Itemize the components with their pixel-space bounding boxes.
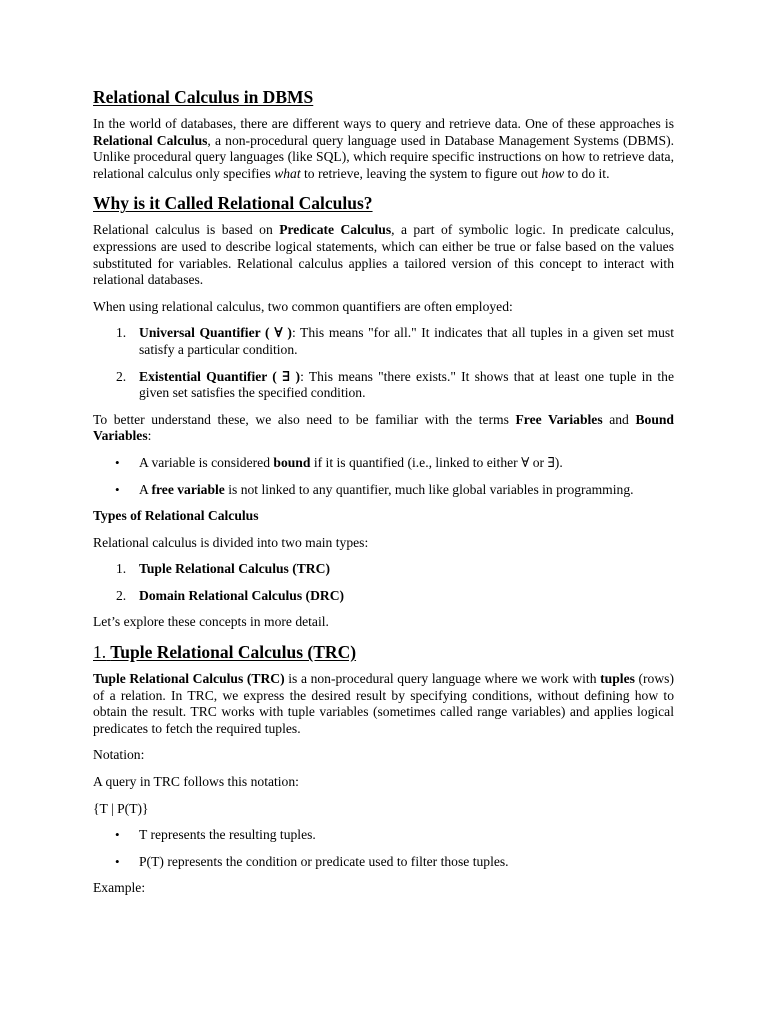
bullet-icon: • <box>115 481 120 497</box>
why-paragraph: Relational calculus is based on Predicate Calculus, a part of symbolic logic. In predicate calculus, expressions are used to describe logical statements, which can either be true or false based on the values substituted for variables. Relational calculus applies a tailored version of this concept to interact with relational databases. <box>93 222 674 288</box>
list-item: 1. Tuple Relational Calculus (TRC) <box>116 561 330 577</box>
bullet-icon: • <box>115 827 120 843</box>
document-body <box>93 86 674 907</box>
notation-list <box>93 827 674 870</box>
page-title: Relational Calculus in DBMS <box>93 87 314 107</box>
list-item: • T represents the resulting tuples. <box>115 827 316 843</box>
types-heading: Types of Relational Calculus <box>93 508 259 524</box>
bullet-icon: • <box>115 454 120 470</box>
trc-paragraph: Tuple Relational Calculus (TRC) is a non-procedural query language where we work with tuples (rows) of a relation. In TRC, we express the desired result by specifying conditions, without defining how to obtain the result. TRC works with tuple variables (sometimes called range variables) and applies logical predicates to fetch the required tuples. <box>93 671 674 736</box>
types-intro: Relational calculus is divided into two main types: <box>93 534 369 550</box>
why-heading: Why is it Called Relational Calculus? <box>93 193 373 214</box>
notation-formula: {T | P(T)} <box>93 800 149 816</box>
list-item: • A variable is considered bound if it is quantified (i.e., linked to either ∀ or ∃). <box>115 454 563 470</box>
list-item: 1. Universal Quantifier ( ∀ ): This means "for all." It indicates that all tuples in a given set must satisfy a particular condition. <box>116 325 674 357</box>
list-item: 2. Existential Quantifier ( ∃ ): This means "there exists." It shows that at least one tuple in the given set satisfies the specified condition. <box>116 368 675 401</box>
list-item: 2. Domain Relational Calculus (DRC) <box>116 587 345 603</box>
notation-label: Notation: <box>93 747 145 763</box>
types-list <box>93 561 674 604</box>
variables-paragraph: To better understand these, we also need to be familiar with the terms Free Variables and Bound Variables: <box>93 411 674 444</box>
variables-list <box>93 455 674 498</box>
quantifiers-intro: When using relational calculus, two common quantifiers are often employed: <box>93 298 513 314</box>
bullet-icon: • <box>115 853 120 869</box>
list-item: • A free variable is not linked to any quantifier, much like global variables in programming. <box>115 481 634 497</box>
quantifier-list <box>93 325 674 401</box>
example-label: Example: <box>93 880 146 896</box>
notation-intro: A query in TRC follows this notation: <box>93 774 299 790</box>
list-item: • P(T) represents the condition or predicate used to filter those tuples. <box>115 853 509 869</box>
types-outro: Let’s explore these concepts in more detail. <box>93 614 329 630</box>
trc-heading: 1. Tuple Relational Calculus (TRC) <box>93 642 357 663</box>
intro-paragraph: In the world of databases, there are different ways to query and retrieve data. One of these approaches is Relational Calculus, a non-procedural query language used in Database Management Systems (DBMS). Unlike procedural query languages (like SQL), which require specific instructions on how to retrieve data, relational calculus only specifies what to retrieve, leaving the system to figure out how to do it. <box>93 116 674 181</box>
